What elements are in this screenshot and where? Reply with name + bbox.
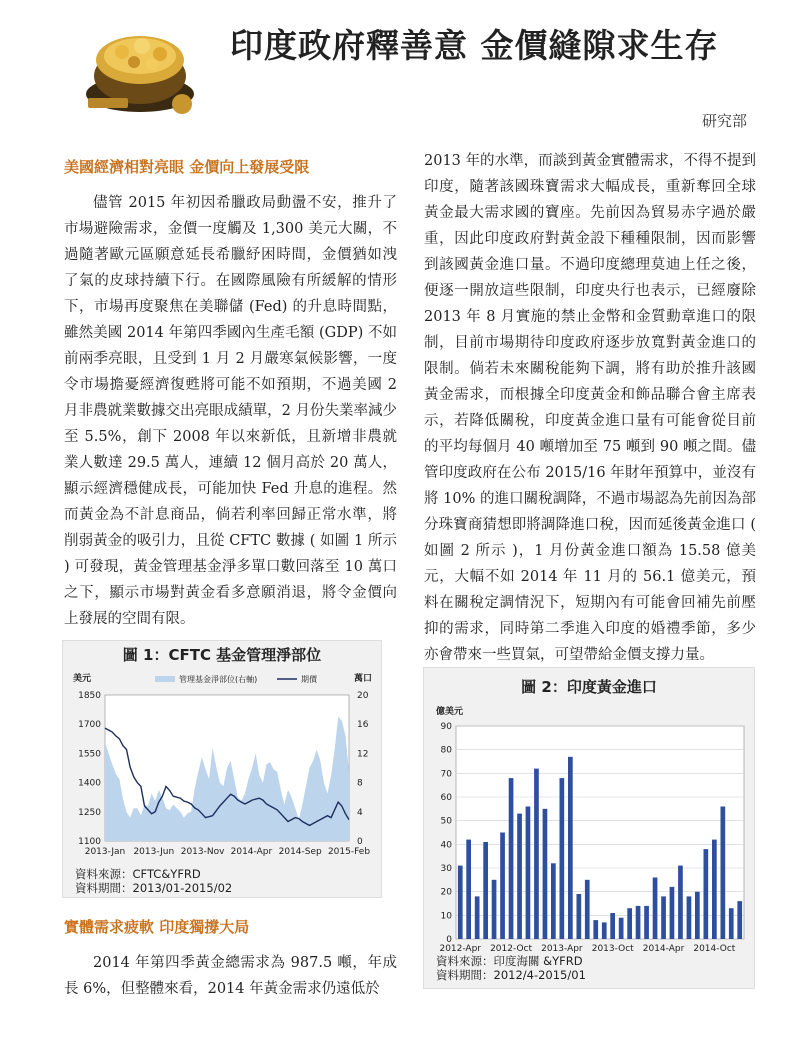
x-tick-label: 2013-Nov (180, 847, 225, 857)
bar (551, 863, 556, 939)
x-tick-label: 2013-Jun (133, 847, 175, 857)
y-left-tick-label: 1400 (78, 778, 101, 789)
y-tick-label: 90 (440, 722, 452, 732)
period-text: 資料期間：2012/4-2015/01 (436, 968, 586, 982)
gold-coins-pile-icon (82, 16, 200, 116)
x-tick-label: 2014-Oct (693, 944, 736, 954)
bar (627, 908, 632, 939)
source-text: 資料來源：CFTC&YFRD (75, 867, 201, 881)
bar (644, 906, 649, 939)
y-tick-label: 20 (440, 887, 452, 898)
bar (517, 814, 522, 939)
bar (712, 840, 717, 939)
bar (560, 778, 565, 939)
y-left-tick-label: 1250 (78, 807, 101, 818)
y-right-tick-label: 12 (357, 749, 369, 760)
bar (721, 807, 726, 940)
y-right-tick-label: 20 (357, 691, 369, 701)
bar (704, 849, 709, 939)
data-source (75, 867, 232, 895)
bar (729, 908, 734, 939)
paragraph: 2013 年的水準，而談到黃金實體需求，不得不提到印度，隨著該國珠寶需求大幅成長，重新奪回全球黃金最大需求國的寶座。先前因為貿易赤字過於嚴重，因此印度政府對黃金設下種種限制，因而影響到該國黃金進口量。不過印度總理莫迪上任之後，便逐一開放這些限制，印度央行也表示，已經廢除 2013 年 8 月實施的禁止金幣和金質勳章進口的限制，目前市場期待印度政府逐步放寬對黃金進口的限制。倘若未來關稅能夠下調，將有助於推升該國黃金需求，而根據全印度黃金和飾品聯合會主席表示，若降低關稅，印度黃金進口量有可能會從目前的平均每個月 40 噸增加至 75 噸到 90 噸之間。儘管印度政府在公布 2015/16 年財年預算中，並沒有將 10% 的進口關稅調降，不過市場認為先前因為部分珠寶商猜想即將調降進口稅，因而延後黃金進口 ( 如圖 2 所示 )，1 月份黃金進口額為 15.58 億美元，大幅不如 2014 年 11 月的 56.1 億美元，預料在關稅定調情況下，短期內有可能會回補先前壓抑的需求，同時第二季進入印度的婚禮季節，多少亦會帶來一些買氣，可望帶給金價支撐力量。 (424, 153, 756, 663)
bar (500, 833, 505, 940)
y-left-tick-label: 1850 (78, 691, 101, 701)
bar (577, 894, 582, 939)
bar (619, 918, 624, 939)
bar (602, 922, 607, 939)
y-left-tick-label: 1550 (78, 749, 101, 760)
x-tick-label: 2013-Apr (541, 944, 583, 954)
legend-label: 管理基金淨部位(右軸) (179, 675, 258, 684)
cftc-chart (63, 667, 381, 897)
x-tick-label: 2015-Feb (327, 847, 371, 857)
paragraph: 2014 年第四季黃金總需求為 987.5 噸，年成長 6%，但整體來看，2014 年黃金需求仍遠低於 (64, 955, 397, 997)
y-right-tick-label: 8 (357, 778, 363, 789)
bar (585, 880, 590, 939)
y-tick-label: 40 (440, 840, 452, 851)
bar (636, 906, 641, 939)
bar (568, 757, 573, 939)
bar (526, 807, 531, 940)
y-right-tick-label: 0 (357, 837, 363, 847)
paragraph: 儘管 2015 年初因希臘政局動盪不安，推升了市場避險需求，金價一度觸及 1,300 美元大關，不過隨著歐元區願意延長希臘紓困時間，金價猶如洩了氣的皮球持續下行。在國際風險有所緩解的情形下，市場再度聚焦在美聯儲 (Fed) 的升息時間點，雖然美國 2014 年第四季國內生產毛額 (GDP) 不如前兩季亮眼，且受到 1 月 2 月嚴寒氣候影響，一度令市場擔憂經濟復甦將可能不如預期，不過美國 2 月非農就業數據交出亮眼成績單，2 月份失業率減少至 5.5%，創下 2008 年以來新低，且新增非農就業人數達 29.5 萬人，連續 12 個月高於 20 萬人，顯示經濟穩健成長，可能加快 Fed 升息的進程。然而黃金為不計息商品，倘若利率回歸正常水準，將削弱黃金的吸引力，且從 CFTC 數據 ( 如圖 1 所示 ) 可發現，黃金管理基金淨多單口數回落至 10 萬口之下，顯示市場對黃金看多意願消退，將令金價向上發展的空間有限。 (64, 195, 397, 627)
y-tick-label: 50 (440, 816, 452, 827)
imports-chart (424, 696, 754, 956)
x-tick-label: 2012-Oct (490, 944, 533, 954)
x-tick-label: 2014-Apr (642, 944, 685, 954)
y-tick-label: 60 (440, 793, 452, 803)
y-left-tick-label: 1100 (78, 837, 101, 847)
section-heading-physical-demand: 實體需求疲軟 印度獨撐大局 (64, 918, 250, 936)
period-text: 資料期間：2013/01-2015/02 (75, 881, 233, 895)
figure-cftc-net-position (62, 640, 382, 898)
bar (661, 896, 666, 939)
y-left-tick-label: 1700 (78, 720, 101, 731)
y-tick-label: 30 (440, 864, 452, 874)
left-axis-label: 美元 (73, 674, 92, 684)
bar (695, 892, 700, 939)
figure-india-gold-imports (423, 667, 755, 989)
x-tick-label: 2014-Sep (278, 847, 322, 857)
y-tick-label: 0 (446, 935, 452, 945)
legend-swatch-area (155, 676, 175, 682)
page-title: 印度政府釋善意 金價縫隙求生存 (230, 26, 719, 65)
bar (492, 880, 497, 939)
y-axis-label: 億美元 (436, 707, 464, 717)
y-tick-label: 70 (440, 769, 452, 780)
bar (687, 896, 692, 939)
bar (475, 896, 480, 939)
bar (593, 920, 598, 939)
y-right-tick-label: 4 (357, 807, 363, 818)
bar (483, 842, 488, 939)
bar (466, 840, 471, 939)
bar (678, 866, 683, 939)
bar (543, 809, 548, 939)
bar (737, 901, 742, 939)
section-heading-us-economy: 美國經濟相對亮眼 金價向上發展受限 (64, 158, 310, 176)
bar (509, 778, 514, 939)
section-body-us-economy (64, 190, 397, 632)
bar (458, 866, 463, 939)
x-tick-label: 2013-Oct (591, 944, 634, 954)
source-text: 資料來源：印度海關 &YFRD (436, 954, 583, 968)
y-tick-label: 10 (440, 911, 452, 922)
legend-label: 期價 (301, 675, 317, 684)
department-label: 研究部 (701, 112, 747, 130)
data-source (436, 954, 586, 982)
section-body-physical-demand (64, 950, 397, 1002)
x-tick-label: 2014-Apr (230, 847, 273, 857)
x-tick-label: 2013-Jan (84, 847, 126, 857)
plot-area (456, 726, 744, 939)
y-right-tick-label: 16 (357, 720, 369, 731)
bar (534, 769, 539, 939)
figure-title: 圖 2：印度黃金進口 (521, 678, 657, 696)
bar (610, 913, 615, 939)
bar (653, 878, 658, 940)
bar (670, 887, 675, 939)
y-tick-label: 80 (440, 745, 452, 756)
figure-title: 圖 1：CFTC 基金管理淨部位 (122, 646, 322, 664)
right-axis-label: 萬口 (353, 674, 373, 684)
x-tick-label: 2012-Apr (439, 944, 482, 954)
section-body-india (424, 148, 756, 668)
